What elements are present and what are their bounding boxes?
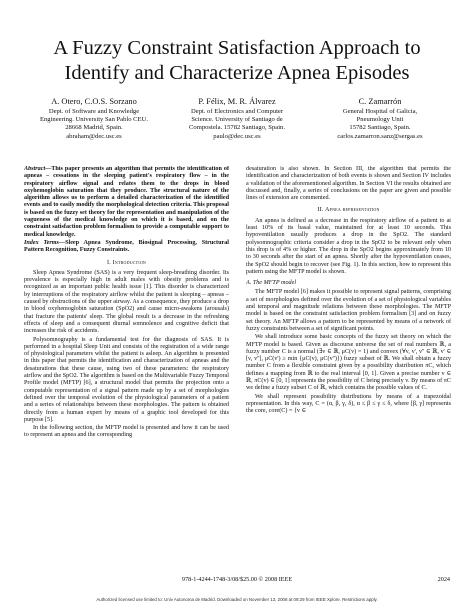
author-names: A. Otero, C.O.S. Sorzano — [51, 97, 137, 106]
author-affiliation-line: Pneumology Unit — [356, 116, 404, 124]
left-column — [24, 166, 229, 566]
author-affiliation-line: 15782 Santiago, Spain. — [349, 124, 411, 132]
author-names: P. Félix, M. R. Álvarez — [198, 97, 276, 106]
paragraph: Sleep Apnea Syndrome (SAS) is a very frequent sleep-breathing disorder. Its prevalence is especially high in adult males with obesity problems and is recognized as an important public health issue [1]. This disorder is characterized by interruptions of the respiratory airflow whilst the patient is sleeping – apneas – caused by obstructions of the upper airway. As a consequence, they produce a drop in blood oxyhemoglobin saturation (SpO2) and cause micro-awakens (arousals) that fracture the patients' sleep. The global result is a decrease in the refreshing effects of sleep and a consequent diurnal somnolence and cognitive deficit that increases the risk of accidents. — [24, 269, 229, 335]
author-affiliation-line: Dept. of Electronics and Computer — [190, 108, 284, 115]
right-column — [246, 166, 451, 566]
paragraph: We shall introduce some basic concepts of the fuzzy set theory on which the MFTP model is based. Given as discourse universe the set of real numbers ℝ, a fuzzy number C is a normal (∃v ∈ ℝ, μC(v) = 1) and convex (∀v, v', v'' ∈ ℝ, v' ∈ [v, v''], μC(v') ≥ min {μC(v), μC(v'')}) fuzzy subset of ℝ. We shall obtain a fuzzy number C from a flexible constraint given by a possibility distribution πC, which defines a mapping from ℝ to the real interval [0, 1]. Given a precise number v ∈ ℝ, πC(v) ∈ [0, 1] represents the possibility of C being precisely v. By means of πC we define a fuzzy subset C of ℝ, which contains the possible values of C. — [246, 334, 451, 392]
paragraph: In the following section, the MFTP model is presented and how it can be used to represent an apnea and the corresponding — [24, 425, 229, 439]
license-notice: Authorized licensed use limited to: Univ Autonoma de Madrid. Downloaded on November 13, 2008 at 09:29 from IEEE Xplore. Restrictions apply. — [96, 597, 378, 602]
author-names: C. Zamarrón — [358, 97, 402, 106]
subsection-heading-mftp-model: A. The MFTP model — [246, 280, 297, 287]
paragraph: Polysomnography is a fundamental test for the diagnosis of SAS. It is performed in a hospital Sleep Unit and consists of the registration of a wide range of physiological parameters whilst the patient is asleep. An algorithm is presented in this paper that permits the identification and characterization of apneas and the desaturations that these cause, using two of these parameters: the respiratory airflow and the SpO2. The algorithm is based on the Multivariable Fuzzy Temporal Profile model (MFTP) [6], a structural model that permits the projection onto a computable representation of a signal pattern made up by a set of morphologies defined over the temporal evolution of the physiological parameters of a patient and a series of relationships between these morphologies. The pattern is obtained directly from a human expert by means of a graphic tool developed for this purpose [5]. — [24, 336, 229, 423]
author-email: paulo@dec.usc.es — [213, 132, 261, 140]
abstract — [24, 166, 229, 239]
paragraph: The MFTP model [6] makes it possible to represent signal patterns, comprising a set of morphologies defined over the evolution of a set of physiological variables and temporal and magnitude relations between these morphologies. The MFTP model is based on the constraint satisfaction problem formalism [3] and on fuzzy set theory. An MFTP allows a pattern to be represented by means of a network of fuzzy constraints between a set of significant points. — [246, 289, 451, 332]
author-affiliation-line: Engineering. University San Pablo CEU. — [39, 116, 149, 124]
author-group-2 — [167, 96, 307, 141]
paragraph: desaturation is also shown. In Section III, the algorithm that permits the identification and characterization of both events is shown and Section IV includes a validation of the aforementioned algorithm. In Section VI the results obtained are discussed and, finally, a series of conclusions on the paper are given and possible lines of extension are commented. — [246, 166, 451, 202]
author-block — [24, 96, 450, 141]
author-group-1 — [24, 96, 164, 141]
section-heading-apnea-representation: II. Apnea representation — [317, 207, 380, 214]
author-group-3 — [310, 96, 450, 141]
paper-title: A Fuzzy Constraint Satisfaction Approach to Identify and Characterize Apnea Episodes — [53, 37, 421, 84]
index-terms-text: —Sleep Apnea Syndrome, Biosignal Processing, Structural Pattern Recognition, Fuzzy Constraints. — [24, 239, 229, 254]
abstract-text: —This paper presents an algorithm that permits the identification of apneas – cessations in the sleeping patient's respiratory flow – in the respiratory airflow signal and relates them to the drops in blood oxyhemoglobin saturation that they produce. The structural nature of the algorithm allows us to perform a detailed characterization of the identified events and to easily modify the morphological detection criteria. This proposal is based on the fuzzy set theory for the representation and manipulation of the vagueness of the medical knowledge on which it is based, and on the constraint satisfaction problem formalism to provide a computable support to medical knowledge. — [24, 166, 229, 238]
section-heading-introduction: I. Introduction — [106, 259, 147, 266]
author-affiliation-line: Compostela. 15782 Santiago, Spain. — [189, 124, 285, 132]
isbn-copyright: 978-1-4244-1748-3/08/$25.00 © 2008 IEEE — [181, 576, 293, 583]
paragraph: We shall represent possibility distributions by means of a trapezoidal representation. In this way, C = (α, β, γ, δ), α ≤ β ≤ γ ≤ δ, where [β, γ] represents the core, core(C) = {v ∈ — [246, 393, 451, 415]
index-terms — [24, 240, 229, 255]
author-email: carlos.zamarron.sanz@sergas.es — [337, 132, 423, 140]
author-email: abraham@dec.usc.es — [66, 132, 122, 140]
author-affiliation-line: Science. University of Santiago de — [191, 116, 283, 124]
author-affiliation-line: General Hospital of Galicia, — [342, 108, 418, 115]
index-terms-label: Index Terms — [24, 239, 59, 246]
author-affiliation-line: 28668 Madrid, Spain. — [65, 124, 123, 132]
page-number: 2024 — [437, 576, 450, 583]
abstract-label: Abstract — [24, 166, 46, 172]
paragraph: An apnea is defined as a decrease in the respiratory airflow of a patient to at least 10% of its basal value, maintained for at least 10 seconds. This hypoventilation usually produces a drop in the SpO2. The standard polysomnographic criteria consider a drop in the SpO2 to be relevant only when this drop is of 4% or higher. The drop in the SpO2 begins approximately from 10 to 30 seconds after the start of an apnea. Shortly after the hypoventilation ceases, the SpO2 should begin to recover (see Fig. 1). In this section, how to represent this pattern using the MFTP model is shown. — [246, 217, 451, 275]
author-affiliation-line: Dept. of Software and Knowledge — [48, 108, 140, 115]
